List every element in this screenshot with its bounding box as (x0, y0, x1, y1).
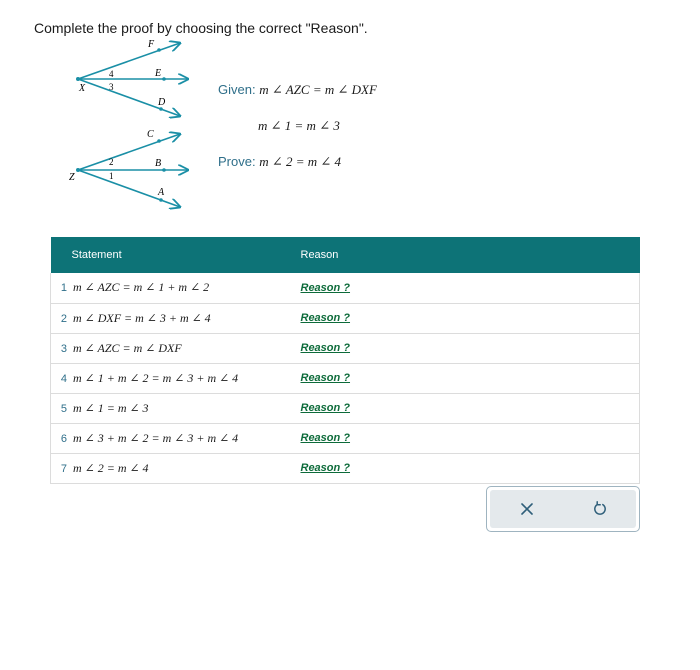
ray-zc (78, 134, 180, 170)
label-angle-2: 2 (109, 157, 114, 167)
clear-button[interactable] (512, 494, 542, 524)
reason-dropdown-7[interactable]: Reason ? (300, 462, 351, 474)
statement-cell (51, 393, 296, 423)
label-a: A (158, 187, 165, 198)
instruction-text: Complete the proof by choosing the correct "Reason". (34, 20, 368, 36)
table-row (51, 273, 640, 303)
reason-dropdown-1[interactable]: Reason ? (300, 281, 351, 294)
undo-icon (592, 501, 608, 517)
row-number: 2 (60, 312, 67, 325)
label-z: Z (69, 172, 75, 183)
reason-header: Reason (300, 249, 339, 261)
statement-cell (51, 453, 296, 483)
table-row (51, 333, 640, 363)
point-z (76, 168, 80, 172)
statement-text: m ∠ DXF = m ∠ 3 + m ∠ 4 (73, 310, 211, 325)
row-number: 7 (60, 462, 67, 475)
statement-header: Statement (71, 249, 122, 261)
close-icon (520, 502, 534, 516)
given-line-2: m ∠ 1 = m ∠ 3 (258, 118, 340, 133)
statement-text: m ∠ 1 = m ∠ 3 (73, 400, 149, 415)
row-number: 6 (60, 432, 67, 445)
reason-dropdown-3[interactable]: Reason ? (300, 342, 351, 354)
statement-text: m ∠ AZC = m ∠ DXF (73, 340, 182, 355)
ray-xf (78, 43, 180, 79)
reason-cell (296, 393, 640, 423)
point-a (159, 198, 163, 202)
row-number: 1 (60, 282, 67, 295)
statement-cell (51, 303, 296, 333)
reason-cell (296, 423, 640, 453)
statement-cell (51, 423, 296, 453)
reason-cell (296, 273, 640, 303)
undo-button[interactable] (585, 494, 615, 524)
point-f (157, 48, 161, 52)
action-toolbar (490, 490, 636, 528)
label-angle-3: 3 (109, 82, 114, 92)
row-number: 3 (60, 342, 67, 355)
reason-cell (296, 303, 640, 333)
table-row (51, 303, 640, 333)
label-c: C (147, 129, 154, 140)
point-c (157, 139, 161, 143)
angle-figure (60, 38, 200, 216)
table-row (51, 363, 640, 393)
statement-text: m ∠ 2 = m ∠ 4 (73, 460, 149, 475)
proof-table (50, 237, 640, 484)
statement-text: m ∠ 1 + m ∠ 2 = m ∠ 3 + m ∠ 4 (73, 370, 239, 385)
reason-dropdown-2[interactable]: Reason ? (300, 312, 351, 324)
given-statement (218, 82, 377, 98)
statement-cell (51, 363, 296, 393)
statement-text: m ∠ AZC = m ∠ 1 + m ∠ 2 (73, 280, 210, 295)
point-x (76, 77, 80, 81)
table-row (51, 393, 640, 423)
prove-line: m ∠ 2 = m ∠ 4 (259, 154, 342, 169)
point-e (162, 77, 166, 81)
proof-table-header (51, 237, 640, 273)
reason-cell (296, 333, 640, 363)
given-line-1: m ∠ AZC = m ∠ DXF (259, 82, 377, 97)
point-b (162, 168, 166, 172)
ray-za (78, 170, 180, 207)
reason-dropdown-4[interactable]: Reason ? (300, 372, 351, 384)
label-f: F (148, 39, 155, 50)
label-d: D (158, 97, 166, 108)
statement-text: m ∠ 3 + m ∠ 2 = m ∠ 3 + m ∠ 4 (73, 430, 239, 445)
reason-cell (296, 453, 640, 483)
label-angle-1: 1 (109, 171, 114, 181)
statement-cell (51, 273, 296, 303)
label-x: X (79, 83, 86, 94)
statement-cell (51, 333, 296, 363)
action-panel (486, 486, 640, 532)
label-b: B (155, 158, 162, 169)
reason-dropdown-6[interactable]: Reason ? (300, 432, 351, 444)
row-number: 5 (60, 402, 67, 415)
label-angle-4: 4 (109, 69, 114, 79)
label-e: E (155, 68, 162, 79)
reason-dropdown-5[interactable]: Reason ? (300, 402, 351, 414)
row-number: 4 (60, 372, 67, 385)
table-row (51, 423, 640, 453)
table-row (51, 453, 640, 483)
reason-cell (296, 363, 640, 393)
prove-label: Prove: (218, 154, 256, 169)
prove-statement (218, 154, 341, 170)
given-label: Given: (218, 82, 256, 97)
